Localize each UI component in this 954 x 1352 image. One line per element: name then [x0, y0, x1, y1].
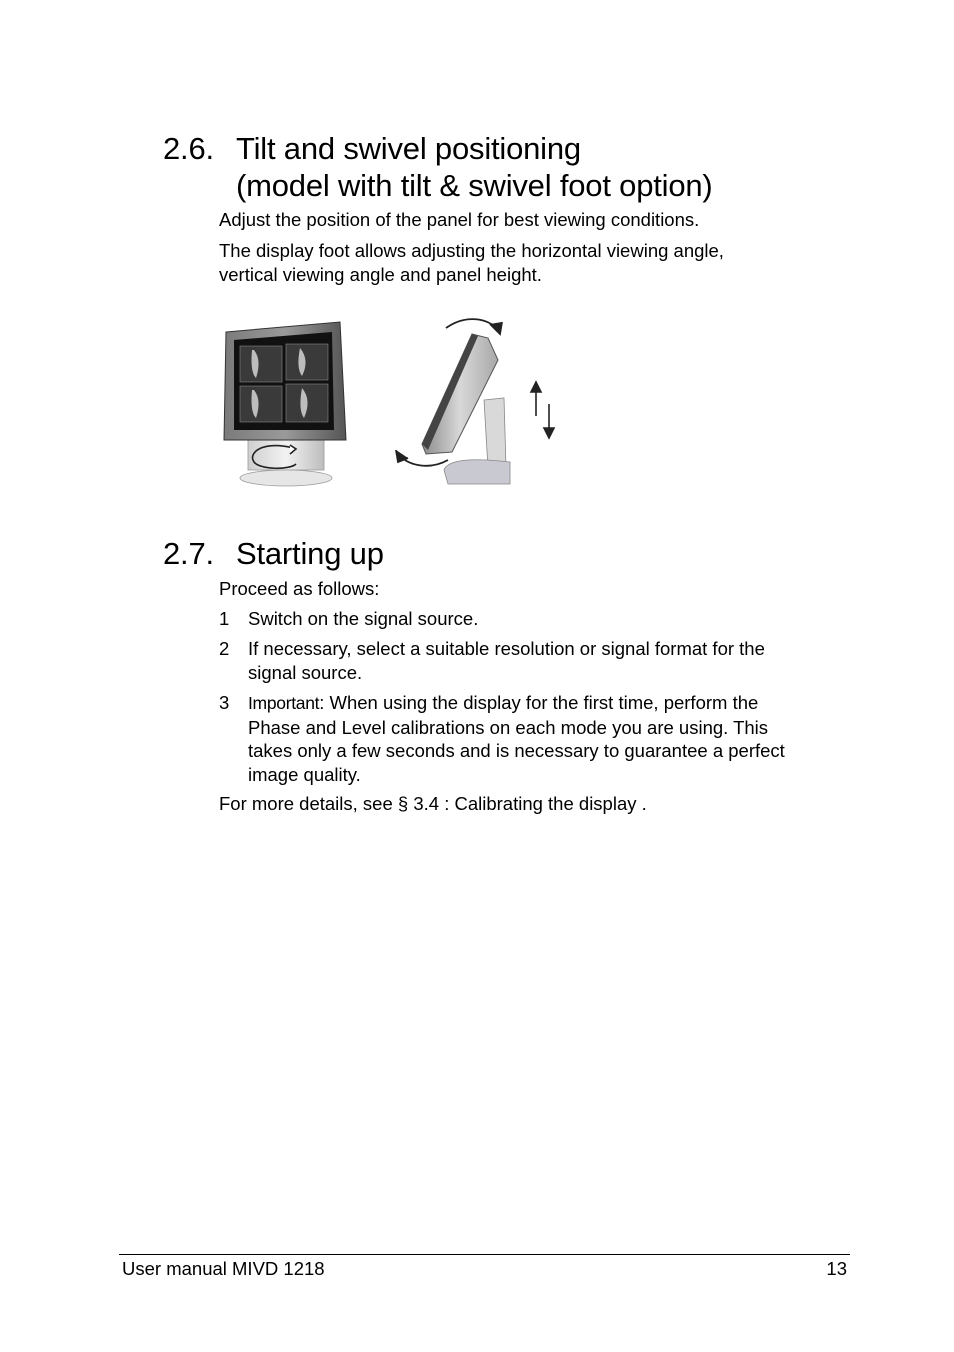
paragraph-foot-line-2: vertical viewing angle and panel height. [219, 263, 542, 285]
height-adjust-arrows-icon [531, 382, 554, 438]
section-heading-2-6 [163, 130, 713, 204]
stand-neck [248, 436, 324, 470]
list-item-text-line-2: Phase and Level calibrations on each mode you are using. This [248, 716, 769, 738]
list-item-number: 1 [219, 608, 230, 629]
list-item-text-line-2: signal source. [248, 661, 363, 683]
list-item [219, 691, 849, 786]
footer-rule [119, 1254, 850, 1255]
list-item [219, 607, 849, 631]
list-item-text-line-1: : When using the display for the first time, perform the [319, 692, 759, 713]
page-number: 13 [826, 1258, 847, 1279]
section-number: 2.7. [163, 536, 214, 571]
section-title-line-1: Tilt and swivel positioning [236, 131, 581, 166]
monitor-front-illustration [220, 318, 350, 490]
section-title: Starting up [236, 536, 384, 571]
paragraph-more-details: For more details, see § 3.4 : Calibrating the display . [219, 793, 647, 814]
monitor-side-illustration [388, 312, 560, 492]
list-item-text: Switch on the signal source. [248, 608, 479, 629]
stand-arm [484, 398, 506, 468]
list-item-text-line-4: image quality. [248, 763, 361, 785]
stand-foot [444, 460, 510, 484]
important-label: Important [248, 693, 320, 713]
section-number: 2.6. [163, 131, 214, 166]
stand-base [240, 470, 332, 486]
list-item-number: 2 [219, 638, 230, 659]
list-item-text-line-3: takes only a few seconds and is necessary to guarantee a perfect [248, 740, 785, 761]
tilt-arrow-top-icon [446, 319, 502, 334]
footer-title: User manual MIVD 1218 [122, 1258, 325, 1279]
list-item [219, 637, 849, 684]
paragraph-foot [219, 239, 724, 286]
list-item-number: 3 [219, 692, 230, 713]
paragraph-foot-line-1: The display foot allows adjusting the horizontal viewing angle, [219, 240, 724, 261]
paragraph-proceed: Proceed as follows: [219, 578, 380, 599]
list-item-text-line-1: If necessary, select a suitable resolution or signal format for the [248, 638, 765, 659]
section-heading-2-7 [163, 535, 384, 572]
paragraph-adjust: Adjust the position of the panel for best viewing conditions. [219, 209, 700, 230]
section-title-line-2: (model with tilt & swivel foot option) [236, 168, 713, 203]
